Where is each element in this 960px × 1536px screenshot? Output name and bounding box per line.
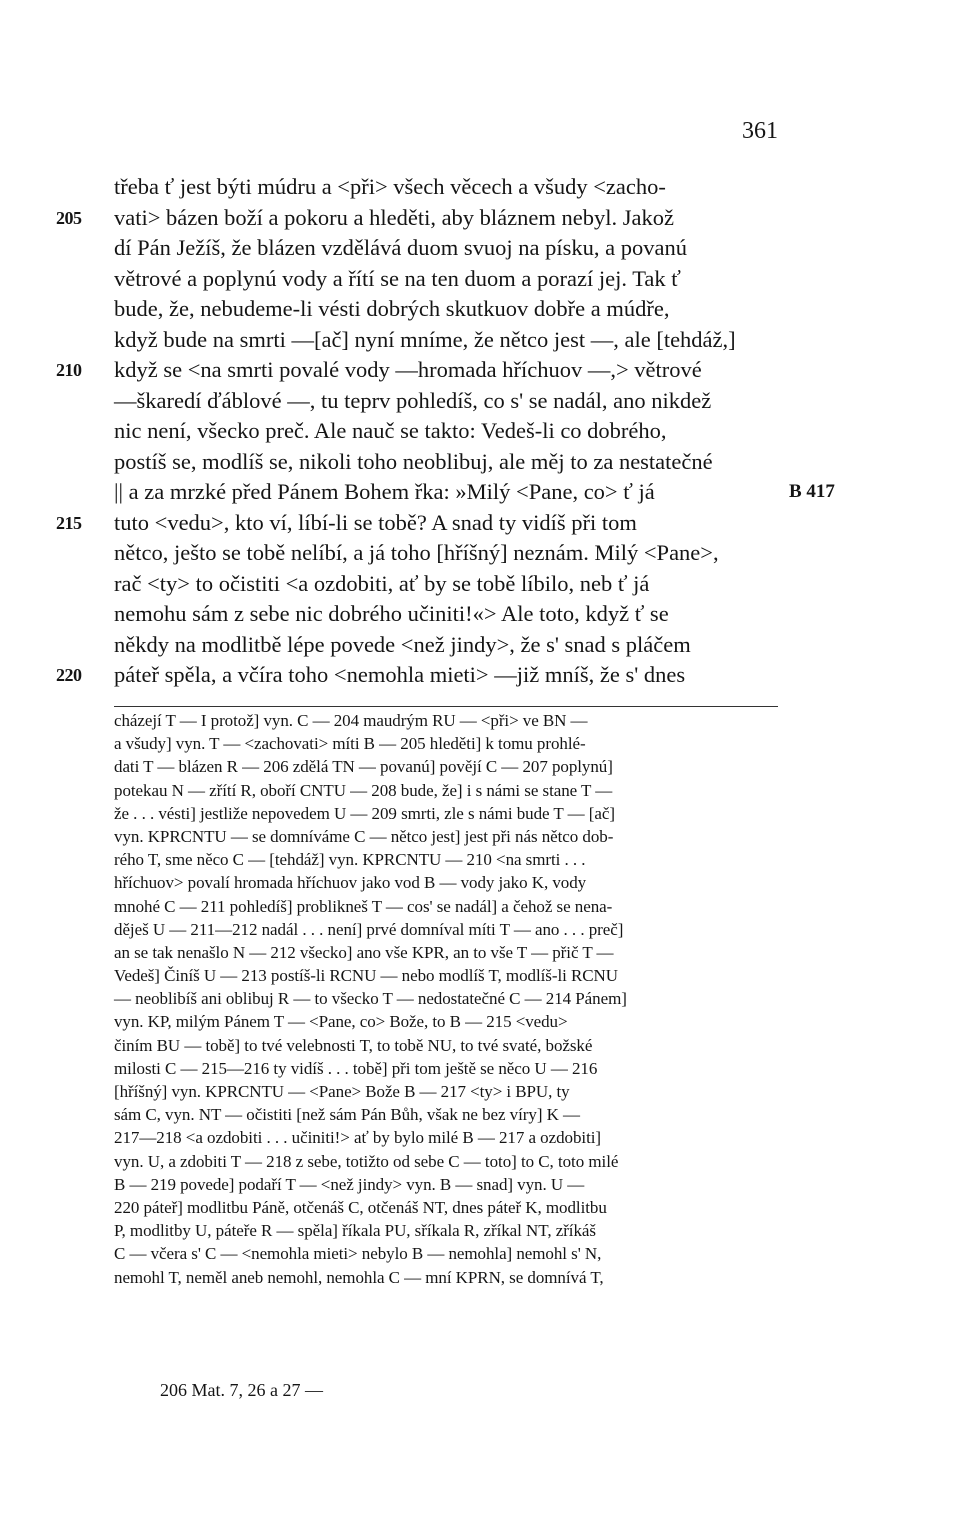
apparatus-line: rého T, sme něco C — [tehdáž] vyn. KPRCNTU — 210 <na smrti . . . xyxy=(114,850,586,870)
apparatus-line: nemohl T, neměl aneb nemohl, nemohla C — mní KPRN, se domnívá T, xyxy=(114,1267,604,1287)
apparatus-line: dati T — blázen R — 206 zdělá TN — povanú] povějí C — 207 poplynú] xyxy=(114,757,613,777)
apparatus-line: 220 páteř] modlitbu Páně, otčenáš C, otčenáš NT, dnes páteř K, modlitbu xyxy=(114,1197,607,1217)
line-number: 205 xyxy=(56,207,82,228)
text-line xyxy=(114,416,782,447)
apparatus-line: P, modlitby U, páteře R — spěla] říkala PU, sříkala R, zříkal NT, zříkáš xyxy=(114,1221,596,1241)
text-line xyxy=(114,264,782,295)
line-number: 220 xyxy=(56,665,82,685)
apparatus-line: a všudy] vyn. T — <zachovati> míti B — 205 hleděti] k tomu prohlé- xyxy=(114,734,586,754)
text-line xyxy=(114,325,782,356)
apparatus-line: hříchuov> povalí hromada hříchuov jako vod B — vody jako K, vody xyxy=(114,873,587,893)
critical-apparatus xyxy=(114,709,782,1289)
text-line xyxy=(56,508,782,539)
apparatus-line: Vedeš] Činíš U — 213 postíš-li RCNU — nebo modlíš T, modlíš-li RCNU xyxy=(114,966,618,986)
apparatus-line: mnohé C — 211 pohledíš] problikneš T — cos' se nadál] a čehož se nena- xyxy=(114,896,613,916)
page-number: 361 xyxy=(742,118,778,144)
line-text: třeba ť jest býti múdru a <při> všech věcech a všudy <zacho- xyxy=(114,174,666,199)
apparatus-line: B — 219 povede] podaří T — <než jindy> vyn. B — snad] vyn. U — xyxy=(114,1174,585,1194)
apparatus-line: cházejí T — I protož] vyn. C — 204 maudrým RU — <při> ve BN — xyxy=(114,711,588,730)
text-line xyxy=(114,447,782,478)
apparatus-line: C — včera s' C — <nemohla mieti> nebylo B — nemohla] nemohl s' N, xyxy=(114,1244,602,1264)
line-text: || a za mrzké před Pánem Bohem řka: »Milý <Pane, co> ť já xyxy=(114,479,655,504)
apparatus-line: 217—218 <a ozdobiti . . . učiniti!> ať by bylo milé B — 217 a ozdobiti] xyxy=(114,1128,602,1148)
line-number: 210 xyxy=(56,360,82,380)
line-text: větrové a poplynú vody a řítí se na ten duom a porazí jej. Tak ť xyxy=(114,265,681,291)
line-text: nic není, všecko preč. Ale nauč se takto: Vedeš-li co dobrého, xyxy=(114,418,667,443)
apparatus-line: vyn. U, a zdobiti T — 218 z sebe, totižto od sebe C — toto] to C, toto milé xyxy=(114,1151,619,1171)
apparatus-line: děješ U — 211—212 nadál . . . není] prvé domníval míti T — ano . . . preč] xyxy=(114,919,624,939)
line-text: nětco, ješto se tobě nelíbí, a já toho [hříšný] neznám. Milý <Pane>, xyxy=(114,540,719,565)
line-text: vati> bázen boží a pokoru a hleděti, aby bláznem nebyl. Jakož xyxy=(114,204,674,230)
line-text: když se <na smrti povalé vody —hromada hříchuov —,> větrové xyxy=(114,357,702,382)
text-line xyxy=(114,172,782,203)
line-text: dí Pán Ježíš, že blázen vzdělává duom svuoj na písku, a povanú xyxy=(114,235,687,260)
text-line xyxy=(114,569,782,600)
line-text: nemohu sám z sebe nic dobrého učiniti!«> Ale toto, když ť se xyxy=(114,601,669,626)
line-text: rač <ty> to očistiti <a ozdobiti, ať by se tobě líbilo, neb ť já xyxy=(114,570,650,596)
apparatus-line: vyn. KPRCNTU — se domníváme C — nětco jest] jest při nás nětco dob- xyxy=(114,826,614,846)
apparatus-line: činím BU — tobě] to tvé velebnosti T, to tobě NU, to tvé svaté, božské xyxy=(114,1035,593,1055)
apparatus-line: milosti C — 215—216 ty vidíš . . . tobě] při tom ještě se něco U — 216 xyxy=(114,1058,598,1078)
text-line xyxy=(114,294,782,325)
line-text: postíš se, modlíš se, nikoli toho neoblibuj, ale měj to za nestatečné xyxy=(114,448,713,474)
apparatus-line: [hříšný] vyn. KPRCNTU — <Pane> Bože B — 217 <ty> i BPU, ty xyxy=(114,1082,570,1101)
line-text: —škaredí ďáblové —, tu teprv pohledíš, co s' se nadál, ano nikdež xyxy=(114,387,712,413)
margin-reference: B 417 xyxy=(789,481,835,502)
apparatus-line: potekau N — zřítí R, oboří CNTU — 208 bude, že] i s námi se stane T — xyxy=(114,780,613,800)
apparatus-line: vyn. KP, milým Pánem T — <Pane, co> Bože, to B — 215 <vedu> xyxy=(114,1012,568,1032)
text-line xyxy=(56,355,782,386)
line-text: bude, že, nebudeme-li vésti dobrých skutkuov dobře a múdře, xyxy=(114,296,670,321)
line-text: někdy na modlitbě lépe povede <než jindy>, že s' snad s pláčem xyxy=(114,631,691,657)
apparatus-line: — neoblibíš ani oblibuj R — to všecko T — nedostatečné C — 214 Pánem] xyxy=(114,989,627,1009)
line-text: tuto <vedu>, kto ví, líbí-li se tobě? A snad ty vidíš při tom xyxy=(114,509,637,535)
line-number: 215 xyxy=(56,512,82,533)
apparatus-line: že . . . vésti] jestliže nepovedem U — 209 smrti, zle s námi bude T — [ač] xyxy=(114,803,615,823)
biblical-reference-note: 206 Mat. 7, 26 a 27 — xyxy=(160,1380,323,1400)
text-line xyxy=(114,386,782,417)
apparatus-line: sám C, vyn. NT — očistiti [než sám Pán Bůh, však ne bez víry] K — xyxy=(114,1105,580,1125)
text-line xyxy=(56,660,782,691)
main-text xyxy=(56,172,835,691)
apparatus-divider xyxy=(114,706,778,707)
text-line xyxy=(114,477,835,508)
text-line xyxy=(114,599,782,630)
line-text: když bude na smrti —[ač] nyní mníme, že nětco jest —, ale [tehdáž,] xyxy=(114,326,736,352)
text-line xyxy=(114,233,782,264)
text-line xyxy=(56,203,782,234)
apparatus-line: an se tak nenašlo N — 212 všecko] ano vše KPR, an to vše T — přič T — xyxy=(114,942,614,962)
text-line xyxy=(114,630,782,661)
text-line xyxy=(114,538,782,569)
line-text: páteř spěla, a včíra toho <nemohla mieti> —již mníš, že s' dnes xyxy=(114,662,686,687)
